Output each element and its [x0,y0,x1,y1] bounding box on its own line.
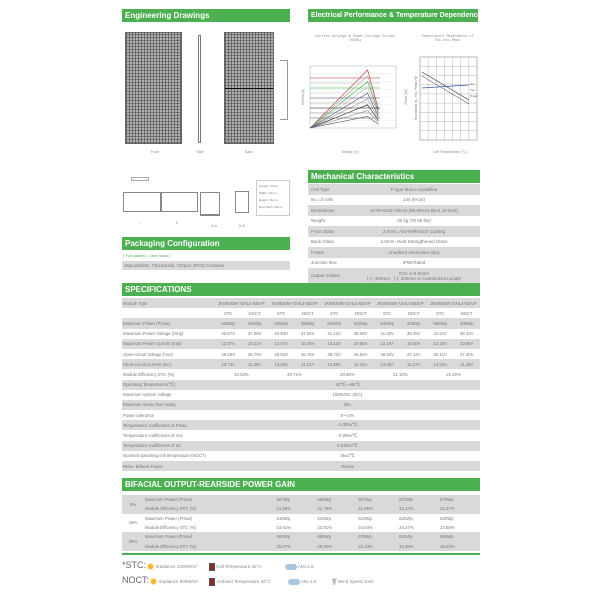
spec-row [122,390,480,400]
temp-chart-title: Temperature Dependence of Isc,Voc,Pmax [421,35,474,43]
bifacial-pmax: 562Wp [316,495,357,504]
specifications-header: SPECIFICATIONS [122,283,480,296]
mechanical-value-line: 2.0mm, Heat Strengthened Glass [380,239,448,245]
section-label-b: B-B [239,224,245,228]
temp-chart [415,52,485,147]
front-view-drawing [125,32,182,144]
bifacial-pmax: 675Wp [357,532,398,541]
mechanical-row [308,195,480,206]
spec-value: 49.92V [380,351,394,357]
bifacial-pmax: 663Wp [275,532,316,541]
gain-value: 25% [122,532,144,551]
spec-value: 10.41A [241,339,268,349]
bifacial-row [122,504,480,513]
spec-value: 540Wp [321,318,348,328]
bifacial-eff: 23.81% [317,525,332,531]
mechanical-row [308,205,480,216]
dimension-bracket [280,60,288,120]
model-name: JKM545M-72HL4-BDVP [374,298,427,308]
mechanical-value-line: 32 kg (70.55 lbs) [397,218,431,224]
model-name: JKM530M-72HL4-BDVP [215,298,268,308]
bifacial-table [122,495,480,551]
spec-value: 13.13A [321,339,348,349]
efficiency-value: 20.90% [340,371,355,377]
spec-value: 530Wp [215,318,242,328]
bifacial-eff: 26.63% [439,541,480,550]
mechanical-value [348,250,480,255]
temp-chart-xlabel: Cell Temperature (°C) [433,150,467,154]
side-caption: Side [196,150,204,154]
model-name: JKM540M-72HL4-BDVP [321,298,374,308]
section-a-drawing [200,192,220,216]
bifacial-eff: 24.50% [440,525,455,531]
stc-irradiance: Irradiance 1000W/m² [155,564,198,569]
cloud-icon [288,579,300,585]
mechanical-value [348,218,480,223]
pallet-label-2: II [176,221,178,225]
stc-label: *STC: [122,560,147,570]
spec-row [122,400,480,410]
spec-value: 13.19A [374,339,401,349]
spec-value: 409Wp [453,318,480,328]
iv-chart-xlabel: Voltage (V) [341,150,359,154]
mechanical-value-line: TUV 1×4.0mm² [398,270,430,276]
spec-value: 38.08V [353,331,368,337]
mechanical-value-line: 2278×1134×30mm (89.69×44.65×1.18 inch) [370,207,458,213]
wind-icon [332,578,337,585]
stc-header: STC [435,310,445,316]
spec-row [122,430,480,440]
noct-header: NOCT [354,310,367,316]
spec-label [122,308,215,318]
spec-value: 40.94V [274,331,288,337]
packaging-text: 36pcs/pallets, 72pcs/stack, 720pcs/ 40'HQ Container [122,261,290,270]
spec-value: 550Wp [427,318,454,328]
stc-header: STC [329,310,339,316]
spec-value: 37.94V [300,331,315,337]
sun-icon [150,578,157,585]
bifacial-label: Maximum Power (Pmax) [144,532,275,541]
spec-row [122,410,480,420]
mechanical-value-line: (+): 400mm , (-): 200mm or Customized Length [366,275,462,281]
legend-item: Height: ±1mm [259,198,278,202]
bifacial-header: BIFACIAL OUTPUT-REARSIDE POWER GAIN [122,478,480,491]
iv-chart [300,60,410,155]
spec-value: 50.11V [433,351,447,357]
mechanical-value [348,208,480,213]
legend-item: Width: ±2mm [259,191,277,195]
spec-value: -0.28%/℃ [337,432,358,438]
bifacial-pmax: 633Wp [440,515,454,521]
stc-header: STC [276,310,286,316]
mechanical-value [348,197,480,202]
stc-cell-temp: Cell Temperature 25°C [216,564,262,569]
spec-row [122,461,480,471]
spec-value: 12.97A [215,339,242,349]
mechanical-value [348,229,480,234]
spec-value: 38.42V [459,331,474,337]
cloud-icon [285,564,297,570]
packaging-configuration-header: Packaging Configuration [122,237,290,250]
spec-value: 49.73V [327,351,341,357]
noct-header: NOCT [460,310,473,316]
power-curve [310,70,378,128]
iv-chart-y2label: Power (W) [404,89,408,105]
spec-label: Module Type [122,298,215,308]
noct-header: NOCT [407,310,420,316]
mechanical-key: Dimensions [311,207,335,213]
packaging-note: ( Two pallets = One stack ) [123,253,171,258]
spec-value: 545Wp [374,318,401,328]
spec-label: Temperature coefficients of Pmax [122,420,215,430]
mechanical-characteristics-header: Mechanical Characteristics [308,170,480,183]
pmax-line [422,76,469,104]
spec-value: 394Wp [241,318,268,328]
bifacial-row [122,495,480,504]
model-name: JKM550M-72HL4-BDVP [427,298,480,308]
bifacial-pmax: 610Wp [276,515,291,521]
bifacial-eff: 22.14% [398,504,439,513]
bifacial-row [122,541,480,550]
spec-row [122,359,480,369]
temp-plot-frame [420,57,477,140]
noct-am: AM=1.5 [300,579,317,584]
pallet-drawing-1 [123,192,161,212]
stc-header: STC [382,310,392,316]
mechanical-value-line: P type Mono-crystalline [390,186,438,192]
mechanical-row [308,237,480,248]
mechanical-value-line: IP68 Rated [402,260,426,266]
thermometer-icon [209,563,215,571]
bifacial-eff: 25.90% [316,541,357,550]
isc-line [422,85,469,88]
spec-value: 13.95A [374,359,401,369]
noct-ambient-temp: Ambient Temperature 20°C [216,579,271,584]
noct-conditions [122,575,374,586]
spec-value: 47.12V [406,351,421,357]
electrical-performance-header: Electrical Performance & Temperature Dependence [308,9,478,22]
mechanical-key: Back Glass [311,239,334,245]
bifacial-eff: 25.67% [275,541,316,550]
spec-row [122,318,480,328]
spec-row [122,420,480,430]
temp-chart-ylabel: Normalized Isc, Voc, Pmax (%) [414,76,418,120]
spec-value: 41.13V [327,331,341,337]
bifacial-row [122,523,480,532]
thermometer-icon [209,578,215,586]
mechanical-row [308,247,480,258]
spec-label: Maximum Power Voltage (Vmp) [123,331,184,337]
bifacial-row [122,532,480,541]
mechanical-row [308,226,480,237]
mechanical-table [308,184,480,283]
pallet-label-1: I [139,221,141,225]
spec-value: 30A [215,400,480,410]
spec-row [122,339,480,349]
spec-value: 70±5% [215,461,480,471]
bifacial-eff: 24.27% [399,525,414,531]
spec-value: 13.89A [321,359,348,369]
noct-header: NOCT [248,310,261,316]
spec-value: 40.87V [221,331,235,337]
efficiency-value: 21.29% [446,371,461,377]
engineering-drawings-header: Engineering Drawings [122,9,290,22]
spec-label: Short-circuit Current (Isc) [122,359,215,369]
mechanical-value [348,239,480,244]
noct-header: NOCT [301,310,314,316]
bifacial-pmax: 668Wp [316,532,357,541]
mechanical-value-line: Anodized Aluminium Alloy [388,249,440,255]
noct-irradiance: Irradiance 800W/m² [158,579,199,584]
bifacial-eff: 23.61% [276,525,292,531]
spec-value: 10.49A [294,339,321,349]
spec-value: 46.94V [353,351,368,357]
stc-header: STC [223,310,233,316]
spec-value: 402Wp [347,318,374,328]
spec-row [122,451,480,461]
noct-wind-speed: Wind Speed 1m/s [338,579,374,584]
mechanical-value [348,260,480,265]
spec-label: Module Efficiency STC (%) [123,371,175,377]
mechanical-key: Weight [311,218,325,224]
spec-label: Power tolerance [123,412,155,418]
spec-value: 37.88V [247,331,262,337]
iv-chart-title: Current-Voltage & Power-Voltage Curves (550W) [315,35,395,43]
mechanical-value [348,271,480,281]
spec-value: 47.30V [459,351,474,357]
bifacial-eff: 21.56% [275,504,316,513]
bifacial-eff: 21.76% [316,504,357,513]
spec-value: 0~+3% [340,412,355,418]
series-label: Pmax [470,94,478,98]
spec-row [122,369,480,379]
stc-conditions [122,560,314,571]
spec-value: 11.09A [241,359,268,369]
specifications-table [122,298,480,471]
mechanical-row [308,216,480,227]
spec-subheader-row [122,308,480,318]
spec-value: 45±2℃ [340,452,355,458]
spec-value: -40℃~+85℃ [215,380,480,390]
mechanical-value [348,187,480,192]
bifacial-pmax: 615Wp [317,515,331,521]
spec-value: 41.51V [433,331,448,337]
spec-label: Operating Temperature(℃) [122,380,215,390]
packaging-legend [256,180,290,216]
spec-value: 49.48V [221,351,235,357]
bifacial-row [122,514,480,523]
legend-item: Row Pitch: ±2mm [259,205,283,209]
bifacial-label: Module Efficiency STC (%) [144,504,275,513]
back-caption: Back [245,150,253,154]
noct-label: NOCT: [122,575,149,585]
bifacial-label: Module Efficiency STC (%) [144,541,275,550]
spec-value: 13.83A [268,359,295,369]
spec-row [122,329,480,339]
bifacial-eff: 21.95% [357,504,398,513]
bifacial-label: Maximum Power (Pmax) [145,515,193,521]
mechanical-value-line: 144 (6×24) [403,197,425,203]
mechanical-row [308,184,480,195]
spec-value: 13.73A [215,359,242,369]
bifacial-label: Maximum Power (Pmax) [144,495,275,504]
bifacial-pmax: 626Wp [399,515,413,521]
spec-value: 13.25A [427,339,454,349]
spec-value: 46.70V [247,351,262,357]
mechanical-key: Frame [311,249,325,255]
bifacial-pmax: 567Wp [357,495,398,504]
bifacial-eff: 26.13% [357,541,398,550]
power-curve [310,105,378,128]
mechanical-row [308,268,480,283]
spec-value: 46.76V [300,351,315,357]
bifacial-eff: 26.36% [398,541,439,550]
voc-line [422,72,469,100]
spec-label: Temperature coefficients of Isc [122,441,215,451]
spec-value: 10.60A [400,339,427,349]
spec-header-row [122,298,480,308]
bifacial-pmax: 572Wp [398,495,439,504]
bifacial-eff: 24.04% [358,525,373,531]
spec-value: 49.54V [274,351,288,357]
spec-value: 405Wp [400,318,427,328]
gain-value: 15% [128,520,138,526]
mechanical-value-line: 2.0mm, Anti-Reflection Coating [382,228,446,234]
spec-label: Maximum Power Current (Imp) [122,339,215,349]
bifacial-eff: 22.37% [439,504,480,513]
mechanical-row [308,258,480,269]
sun-icon [147,563,154,570]
spec-value: 41.32V [380,331,394,337]
spec-value: 398Wp [294,318,321,328]
efficiency-value: 20.52% [234,371,249,377]
spec-label: Maximum series fuse rating [122,400,215,410]
spec-value: -0.35%/℃ [215,420,480,430]
bifacial-pmax: 557Wp [275,495,316,504]
spec-value: 10.55A [347,339,374,349]
bifacial-pmax: 621Wp [358,515,372,521]
spec-value: 14.01A [427,359,454,369]
spec-value: 535Wp [268,318,295,328]
bifacial-pmax: 688Wp [439,532,480,541]
divider [122,553,480,555]
spec-row [122,380,480,390]
spec-value: 38.25V [406,331,421,337]
section-label-a: A-A [211,224,217,228]
spec-row [122,349,480,359]
mechanical-key: Cell Type [311,186,330,192]
mechanical-key: Junction Box [311,260,337,266]
spec-label: Temperature coefficients of Voc [123,433,183,439]
mechanical-key: Front Glass [311,228,335,234]
bifacial-label: Module Efficiency STC (%) [145,525,197,531]
spec-value: 13.07A [268,339,295,349]
packaging-label-box [131,177,149,181]
spec-label: Maximum system voltage [123,392,172,398]
spec-label: Nominal operating cell temperature (NOCT) [123,453,207,459]
spec-label: Open-circuit Voltage (Voc) [123,351,173,357]
section-b-drawing [235,191,249,213]
efficiency-value: 21.10% [393,371,408,377]
spec-value: 0.048%/℃ [215,441,480,451]
pallet-drawing-2 [161,192,198,212]
front-caption: Front [150,150,160,154]
spec-label: Maximum Power (Pmax) [122,318,215,328]
bifacial-pmax: 578Wp [439,495,480,504]
legend-item: Length: ±2mm [259,184,279,188]
spec-value: 11.22A [347,359,374,369]
spec-value: 10.65A [453,339,480,349]
iv-chart-ylabel: Current (A) [301,89,305,105]
side-view-drawing [198,35,201,143]
spec-value: 11.32A [453,359,480,369]
mechanical-key: Output Cables [311,273,340,278]
spec-value: 1500VDC (IEC) [332,392,363,398]
spec-row [122,441,480,451]
bifacial-pmax: 681Wp [398,532,439,541]
model-name: JKM535M-72HL4-BDVP [268,298,321,308]
stc-am: AM=1.5 [297,564,314,569]
series-label: Voc [470,88,476,92]
spec-value: 11.17A [294,359,321,369]
back-frame-line [225,88,273,89]
efficiency-value: 20.71% [287,371,302,377]
gain-value: 5% [122,495,144,514]
spec-label: Refer. Bifacial Factor [122,461,215,471]
spec-value: 11.27A [400,359,427,369]
mechanical-key: No. of cells [311,197,334,203]
series-label: Isc [470,82,474,86]
